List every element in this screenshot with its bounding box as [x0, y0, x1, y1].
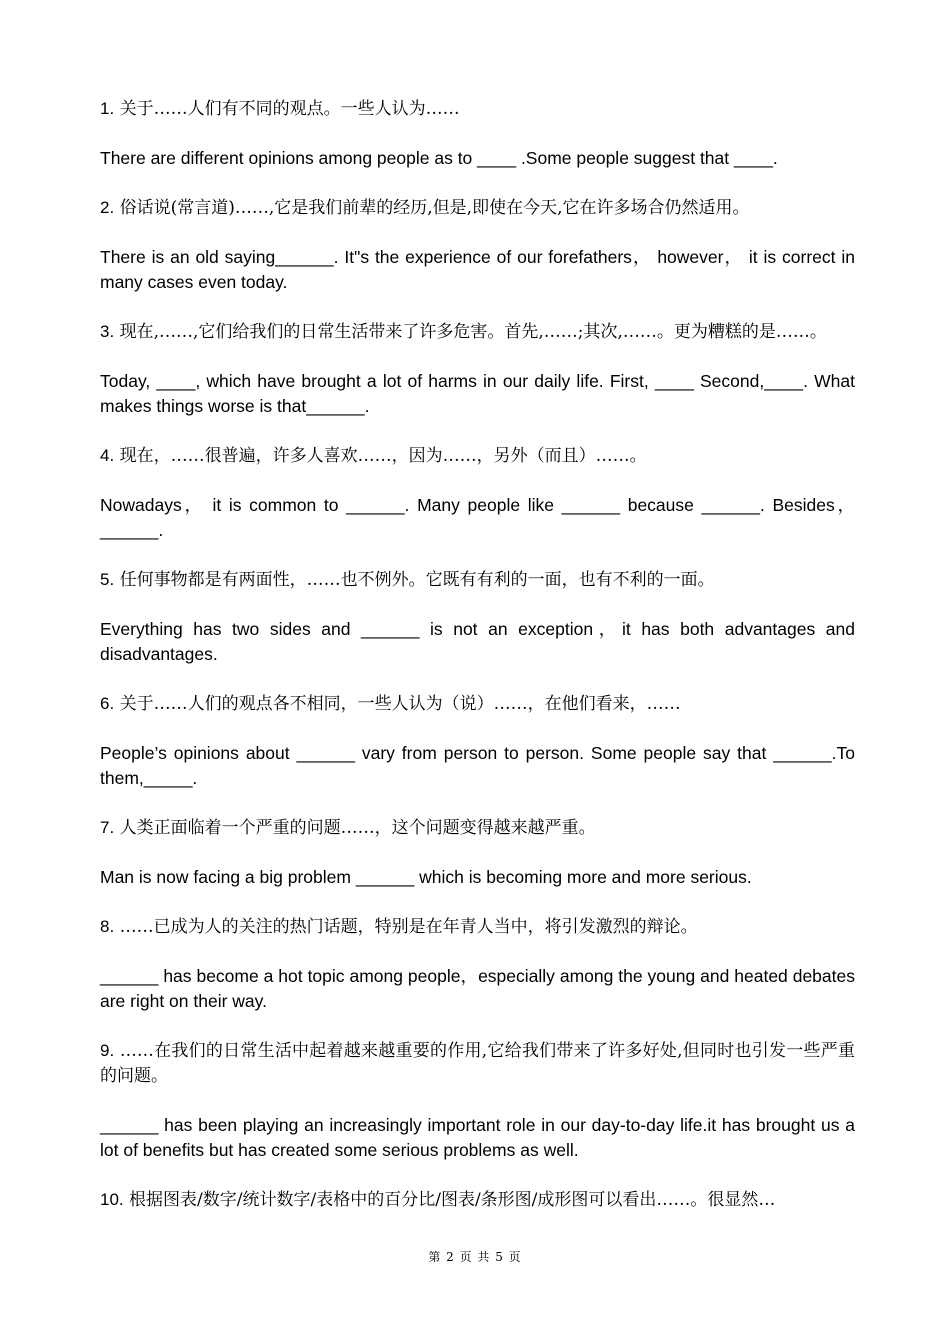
- item-4-en: Nowadays， it is common to ______. Many people like ______ because ______. Besides，______.: [100, 495, 855, 540]
- item-2-zh: 2. 俗话说(常言道)……,它是我们前辈的经历,但是,即使在今天,它在许多场合仍然适用。: [100, 198, 750, 218]
- item-10-zh: 10. 根据图表/数字/统计数字/表格中的百分比/图表/条形图/成形图可以看出……。很显然…: [100, 1190, 776, 1210]
- item-7-en: Man is now facing a big problem ______ which is becoming more and more serious.: [100, 867, 752, 887]
- item-3-en: Today, ____, which have brought a lot of harms in our daily life. First, ____ Second,____. What makes things worse is that______.: [100, 371, 855, 416]
- item-6-en: People’s opinions about ______ vary from person to person. Some people say that ______.To them,_____.: [100, 743, 855, 788]
- item-5-en: Everything has two sides and ______ is not an exception，it has both advantages and disadvantages.: [100, 619, 855, 664]
- item-7-zh: 7. 人类正面临着一个严重的问题……，这个问题变得越来越严重。: [100, 818, 596, 838]
- item-5-zh: 5. 任何事物都是有两面性，……也不例外。它既有有利的一面，也有不利的一面。: [100, 570, 715, 590]
- item-3-zh: 3. 现在,……,它们给我们的日常生活带来了许多危害。首先,……;其次,……。更为糟糕的是……。: [100, 322, 827, 342]
- item-9-en: ______ has been playing an increasingly important role in our day-to-day life.it has brought us a lot of benefits but has created some serious problems as well.: [100, 1115, 855, 1160]
- item-2-en: There is an old saying______. It"s the experience of our forefathers， however， it is correct in many cases even today.: [100, 247, 855, 292]
- item-1-en: There are different opinions among people as to ____ .Some people suggest that ____.: [100, 148, 778, 168]
- item-1-zh: 1. 关于……人们有不同的观点。一些人认为……: [100, 99, 460, 119]
- item-8-zh: 8. ……已成为人的关注的热门话题，特别是在年青人当中，将引发激烈的辩论。: [100, 917, 698, 937]
- item-8-en: ______ has become a hot topic among people，especially among the young and heated debates are right on their way.: [100, 966, 855, 1011]
- item-9-zh: 9. ……在我们的日常生活中起着越来越重要的作用,它给我们带来了许多好处,但同时也引发一些严重的问题。: [100, 1041, 855, 1086]
- item-6-zh: 6. 关于……人们的观点各不相同，一些人认为（说）……，在他们看来，……: [100, 694, 681, 714]
- item-4-zh: 4. 现在，……很普遍，许多人喜欢……，因为……，另外（而且）……。: [100, 446, 647, 466]
- page-footer: 第 2 页 共 5 页: [428, 1250, 522, 1264]
- document-body: [100, 96, 855, 1237]
